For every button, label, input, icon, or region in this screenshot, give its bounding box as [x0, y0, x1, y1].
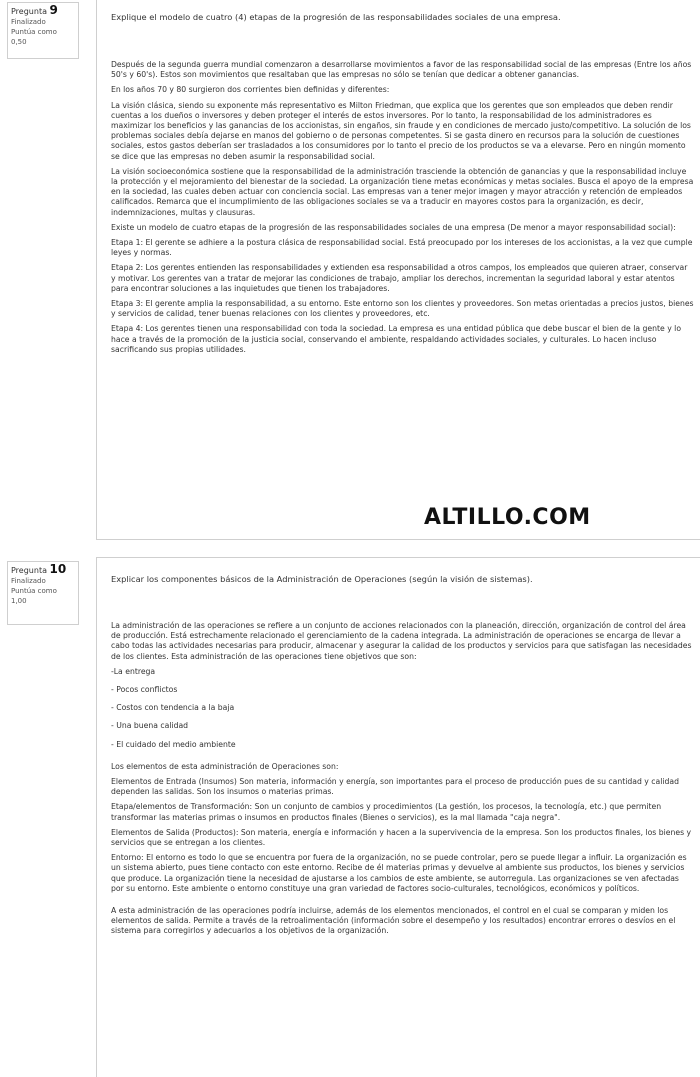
question-text: Explicar los componentes básicos de la Administración de Operaciones (según la visión de sistemas).	[111, 574, 533, 584]
question-number: 9	[49, 3, 58, 17]
question-number-row	[11, 5, 75, 17]
answer-paragraph: Existe un modelo de cuatro etapas de la progresión de las responsabilidades sociales de una empresa (De menor a mayor responsabilidad social):	[111, 222, 676, 232]
answer-paragraph: Elementos de Salida (Productos): Son materia, energía e información y hacen a la supervivencia de la empresa. Son los productos finales, los bienes y servicios que se entregan a los clientes.	[111, 827, 692, 848]
answer-paragraph: Después de la segunda guerra mundial comenzaron a desarrollarse movimientos a favor de las responsabilidad social de las empresas (Entre los años 50's y 60's). Estos son movimientos que resaltaban que las empresas no sólo se tenían que dedicar a obtener ganancias.	[111, 60, 692, 80]
question-label: Pregunta	[11, 7, 47, 16]
answer-paragraph: La administración de las operaciones se refiere a un conjunto de acciones relacionados con la planeación, dirección, organización de control del área de producción. Está estrechamente relacionado el gerenciamiento de la cadena integrada. La administración de operaciones se encarga de llevar a cabo todas las actividades necesarias para producir, almacenar y asegurar la calidad de los productos y servicios para que satisfagan las necesidades de los clientes. Esta administración de las operaciones tiene objetivos que son:	[111, 621, 692, 661]
question-state: Finalizado	[11, 18, 46, 26]
answer-paragraph: Etapa 4: Los gerentes tienen una responsabilidad con toda la sociedad. La empresa es una entidad pública que debe buscar el bien de la gente y lo hace a través de la promoción de la justicia social, conservando el ambiente, respaldando actividades sociales, y culturales. Lo hacen incluso sacrificando sus propias utilidades.	[111, 324, 682, 354]
grade-label: Puntúa como	[11, 587, 57, 595]
grade-value: 0,50	[11, 38, 27, 46]
answer-paragraph: Etapa 1: El gerente se adhiere a la postura clásica de responsabilidad social. Está preocupado por los intereses de los accionistas, a la vez que cumple leyes y normas.	[111, 238, 693, 258]
answer-paragraph: Entorno: El entorno es todo lo que se encuentra por fuera de la organización, no se puede controlar, pero se puede llegar a influir. La organización es un sistema abierto, pues tiene contacto con este entorno. Recibe de él materias primas y devuelve al ambiente sus productos, los bienes y servicios que produce. La organización tiene la necesidad de ajustarse a los cambios de este ambiente, se autorregula. Las organizaciones se ven afectadas por su entorno. Este ambiente o entorno constituye una gran variedad de factores socio-culturales, tecnológicos, económicos y políticos.	[111, 853, 687, 893]
question-state: Finalizado	[11, 577, 46, 585]
question-number: 10	[49, 562, 67, 576]
list-item: -La entrega	[111, 666, 156, 676]
grade-value: 1,00	[11, 597, 27, 605]
grade-label: Puntúa como	[11, 28, 57, 36]
watermark-logo: ALTILLO.COM	[424, 505, 591, 530]
question-content	[96, 557, 700, 1077]
list-item: - Una buena calidad	[111, 721, 189, 731]
answer-paragraph: A esta administración de las operaciones podría incluirse, además de los elementos mencionados, el control en el cual se comparan y miden los elementos de salida. Permite a través de la retroalimentación (información sobre el desempeño y los resultados) encontrar errores o desvíos en el sistema para corregirlos y adecuarlos a los objetivos de la organización.	[111, 906, 676, 936]
list-item: - Pocos conflictos	[111, 685, 178, 695]
question-text: Explique el modelo de cuatro (4) etapas de la progresión de las responsabilidades sociales de una empresa.	[111, 12, 561, 22]
question-number-row	[11, 564, 75, 576]
answer-text	[111, 621, 694, 942]
answer-paragraph: En los años 70 y 80 surgieron dos corrientes bien definidas y diferentes:	[111, 85, 390, 95]
question-label: Pregunta	[11, 566, 47, 575]
answer-paragraph: La visión clásica, siendo su exponente más representativo es Milton Friedman, que explica que los gerentes que son empleados que deben rendir cuentas a los dueños o inversores y deben proteger el interés de estos inversores. Por lo tanto, la responsabilidad de los administradores es maximizar los beneficios y las ganancias de los accionistas, sin engaños, sin fraude y en condiciones de mercado justo/competitivo. La solución de los problemas sociales debía dejarse en manos del gobierno o de personas competentes. Si se gasta dinero en recursos para la solución de cuestiones sociales, estos gastos deberían ser trasladados a los consumidores por lo tanto el precio de los productos se va a elevarse. Pero en ningún momento se dice que las empresas no deben asumir la responsabilidad social.	[111, 100, 691, 161]
answer-paragraph: Etapa/elementos de Transformación: Son un conjunto de cambios y procedimientos (La gestión, los procesos, la tecnología, etc.) que permiten transformar las materias primas o insumos en productos finales (Bienes o servicios), es la mal llamada "caja negra".	[111, 802, 662, 822]
answer-paragraph: La visión socioeconómica sostiene que la responsabilidad de la administración trasciende la obtención de ganancias y que la responsabilidad incluye la protección y el mejoramiento del bienestar de la sociedad. La organización tiene metas económicas y metas sociales. Busca el apoyo de la empresa en la sociedad, las cuales deben actuar con conciencia social. Las empresas van a tener mejor imagen y mayor atracción y retención de empleados calificados. Remarca que el incumplimiento de las obligaciones sociales se va a traducir en mayores costos para la organización, es decir, indemnizaciones, multas y clausuras.	[111, 166, 694, 217]
answer-paragraph: Los elementos de esta administración de Operaciones son:	[111, 761, 339, 771]
answer-paragraph: Elementos de Entrada (Insumos) Son materia, información y energía, son importantes para el proceso de producción pues de su cantidad y calidad dependen las salidas. Son los insumos o materias primas.	[111, 777, 679, 797]
question-content	[96, 0, 700, 540]
question-info-box	[7, 2, 79, 59]
list-item: - El cuidado del medio ambiente	[111, 739, 236, 749]
answer-paragraph: Etapa 2: Los gerentes entienden las responsabilidades y extienden esa responsabilidad a otros campos, los empleados que quieren atraer, conservar y motivar. Los gerentes van a tratar de mejorar las condiciones de trabajo, ampliar los derechos, incrementan la seguridad laboral y estar atentos para encontrar soluciones a las inquietudes que tienen los trabajadores.	[111, 263, 688, 293]
answer-text	[111, 60, 694, 360]
list-item: - Costos con tendencia a la baja	[111, 703, 235, 713]
answer-paragraph: Etapa 3: El gerente amplia la responsabilidad, a su entorno. Este entorno son los clientes y proveedores. Son metas orientadas a precios justos, bienes y servicios de calidad, tener buenas relaciones con los clientes y proveedores, etc.	[111, 299, 694, 319]
question-info-box	[7, 561, 79, 625]
